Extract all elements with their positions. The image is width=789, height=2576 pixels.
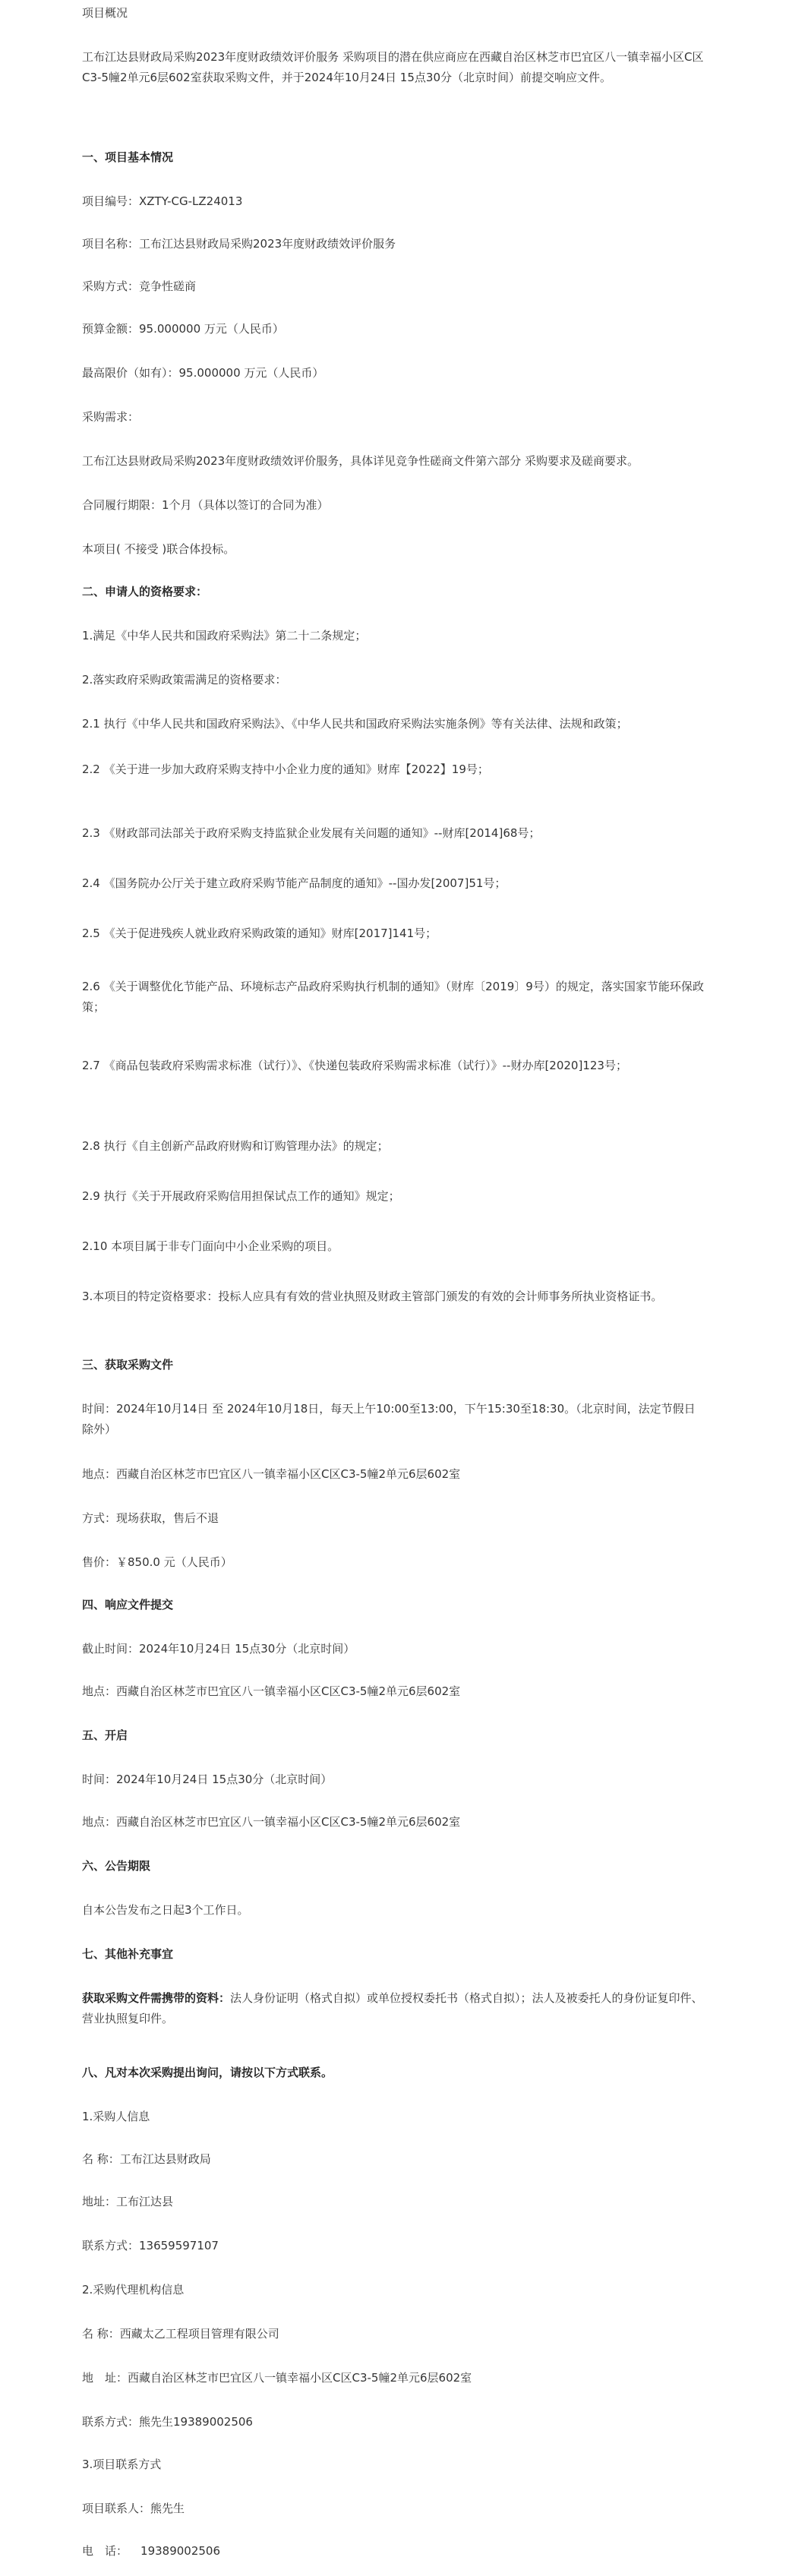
overview-text: 工布江达县财政局采购2023年度财政绩效评价服务 采购项目的潜在供应商应在西藏自治区林芝市巴宜区八一镇幸福小区C区C3-5幢2单元6层602室获取采购文件，并于2024年10月24日 15点30分（北京时间）前提交响应文件。 — [82, 50, 704, 84]
notice-period-text: 自本公告发布之日起3个工作日。 — [82, 1903, 249, 1917]
project-contact-phone-text: 电 话： 19389002506 — [82, 2544, 221, 2558]
contract-period: 合同履行期限：1个月（具体以签订的合同为准） — [82, 498, 329, 512]
qualification-item: 2.3 《财政部司法部关于政府采购支持监狱企业发展有关问题的通知》--财库[2014]68号； — [82, 826, 541, 840]
section-heading-contact: 八、凡对本次采购提出询问，请按以下方式联系。 — [82, 2066, 333, 2079]
qualification-item: 2.5 《关于促进残疾人就业政府采购政策的通知》财库[2017]141号； — [82, 927, 437, 940]
agency-address: 地 址：西藏自治区林芝市巴宜区八一镇幸福小区C区C3-5幢2单元6层602室 — [82, 2371, 472, 2385]
qualification-item: 2.1 执行《中华人民共和国政府采购法》、《中华人民共和国政府采购法实施条例》等有关法律、法规和政策； — [82, 717, 628, 731]
qualification-item: 2.落实政府采购政策需满足的资格要求： — [82, 673, 287, 687]
purchaser-phone: 联系方式：13659597107 — [82, 2239, 219, 2252]
project-name: 项目名称：工布江达县财政局采购2023年度财政绩效评价服务 — [82, 237, 396, 251]
consortium-note: 本项目( 不接受 )联合体投标。 — [82, 542, 235, 556]
agency-contact: 联系方式：熊先生19389002506 — [82, 2415, 253, 2429]
procurement-demand-text: 工布江达县财政局采购2023年度财政绩效评价服务，具体详见竞争性磋商文件第六部分 采购要求及磋商要求。 — [82, 454, 639, 468]
purchaser-info-title: 1.采购人信息 — [82, 2110, 150, 2123]
qualification-item: 3.本项目的特定资格要求：投标人应具有有效的营业执照及财政主管部门颁发的有效的会计师事务所执业资格证书。 — [82, 1290, 663, 1303]
project-contact-title: 3.项目联系方式 — [82, 2458, 162, 2471]
required-materials-text: 法人身份证明（格式自拟）或单位授权委托书（格式自拟）；法人及被委托人的身份证复印件、营业执照复印件。 — [82, 1991, 703, 2025]
purchaser-address: 地址：工布江达县 — [82, 2195, 174, 2208]
qualification-item: 2.9 执行《关于开展政府采购信用担保试点工作的通知》规定； — [82, 1189, 400, 1203]
obtain-location: 地点：西藏自治区林芝市巴宜区八一镇幸福小区C区C3-5幢2单元6层602室 — [82, 1467, 461, 1481]
submission-location: 地点：西藏自治区林芝市巴宜区八一镇幸福小区C区C3-5幢2单元6层602室 — [82, 1684, 461, 1698]
qualification-item: 2.4 《国务院办公厅关于建立政府采购节能产品制度的通知》--国办发[2007]51号； — [82, 876, 507, 890]
project-contact-person: 项目联系人：熊先生 — [82, 2502, 185, 2515]
section-heading-obtain-documents: 三、获取采购文件 — [82, 1358, 174, 1372]
section-heading-submission: 四、响应文件提交 — [82, 1598, 174, 1612]
procurement-demand-label: 采购需求： — [82, 410, 140, 424]
section-heading-basic-info: 一、项目基本情况 — [82, 150, 174, 164]
qualification-item: 2.2 《关于进一步加大政府采购支持中小企业力度的通知》财库【2022】19号； — [82, 762, 489, 776]
opening-location: 地点：西藏自治区林芝市巴宜区八一镇幸福小区C区C3-5幢2单元6层602室 — [82, 1815, 461, 1829]
section-heading-opening: 五、开启 — [82, 1728, 128, 1742]
qualification-item: 2.10 本项目属于非专门面向中小企业采购的项目。 — [82, 1239, 339, 1253]
document-price: 售价：￥850.0 元（人民币） — [82, 1555, 232, 1569]
section-heading-other-matters: 七、其他补充事宜 — [82, 1947, 174, 1961]
qualification-item: 2.6 《关于调整优化节能产品、环境标志产品政府采购执行机制的通知》（财库〔2019〕9号）的规定，落实国家节能环保政策； — [82, 980, 704, 1014]
purchaser-name: 名 称：工布江达县财政局 — [82, 2152, 211, 2166]
submission-deadline: 截止时间：2024年10月24日 15点30分（北京时间） — [82, 1642, 355, 1656]
obtain-method: 方式：现场获取，售后不退 — [82, 1511, 219, 1525]
qualification-item: 1.满足《中华人民共和国政府采购法》第二十二条规定； — [82, 629, 367, 642]
required-materials-label: 获取采购文件需携带的资料： — [82, 1991, 231, 2005]
overview-title: 项目概况 — [82, 6, 128, 20]
obtain-time: 时间：2024年10月14日 至 2024年10月18日，每天上午10:00至13:00，下午15:30至18:30。（北京时间，法定节假日除外） — [82, 1402, 696, 1436]
qualification-item: 2.7 《商品包装政府采购需求标准（试行）》、《快递包装政府采购需求标准（试行）》--财办库[2020]123号； — [82, 1059, 627, 1072]
agency-info-title: 2.采购代理机构信息 — [82, 2283, 185, 2297]
agency-name: 名 称：西藏太乙工程项目管理有限公司 — [82, 2327, 279, 2341]
project-contact-phone — [82, 2541, 705, 2562]
budget-amount: 预算金额：95.000000 万元（人民币） — [82, 322, 284, 336]
max-price: 最高限价（如有）：95.000000 万元（人民币） — [82, 366, 324, 380]
opening-time: 时间：2024年10月24日 15点30分（北京时间） — [82, 1773, 333, 1786]
project-number: 项目编号：XZTY-CG-LZ24013 — [82, 194, 243, 208]
procurement-method: 采购方式：竞争性磋商 — [82, 279, 197, 293]
required-materials — [82, 1988, 705, 2029]
section-heading-notice-period: 六、公告期限 — [82, 1859, 151, 1873]
qualification-item: 2.8 执行《自主创新产品政府财购和订购管理办法》的规定； — [82, 1139, 389, 1153]
section-heading-qualifications: 二、申请人的资格要求： — [82, 585, 208, 598]
